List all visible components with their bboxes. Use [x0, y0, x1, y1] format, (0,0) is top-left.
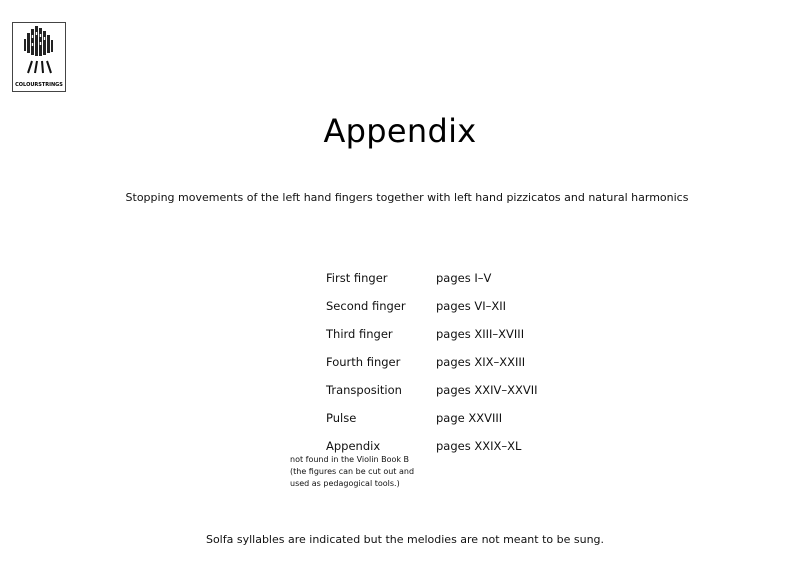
contents-pages: pages XXIX–XL — [436, 439, 522, 453]
contents-label: Appendix — [326, 439, 381, 453]
contents-pages: pages XXIV–XXVII — [436, 383, 538, 397]
contents-pages: pages I–V — [436, 271, 492, 285]
contents-pages: pages XIX–XXIII — [436, 355, 526, 369]
colourstrings-logo — [12, 22, 66, 92]
contents-pages: page XXVIII — [436, 411, 503, 425]
page-title: Appendix — [323, 112, 477, 150]
appendix-note-line: not found in the Violin Book B — [290, 455, 410, 464]
footer-note: Solfa syllables are indicated but the melodies are not meant to be sung. — [205, 533, 605, 546]
contents-pages: pages VI–XII — [436, 299, 507, 313]
appendix-note-line: (the figures can be cut out and — [290, 467, 415, 476]
contents-label: First finger — [326, 271, 388, 285]
contents-label: Third finger — [326, 327, 393, 341]
contents-pages: pages XIII–XVIII — [436, 327, 525, 341]
contents-label: Fourth finger — [326, 355, 401, 369]
contents-label: Pulse — [326, 411, 357, 425]
contents-label: Transposition — [326, 383, 402, 397]
colourstrings-logo-icon — [13, 23, 67, 85]
page-subtitle: Stopping movements of the left hand fingers together with left hand pizzicatos and natural harmonics — [125, 191, 689, 204]
logo-text: COLOURSTRINGS — [15, 82, 63, 88]
contents-label: Second finger — [326, 299, 406, 313]
appendix-note — [290, 454, 440, 490]
appendix-note-line: used as pedagogical tools.) — [290, 479, 400, 488]
